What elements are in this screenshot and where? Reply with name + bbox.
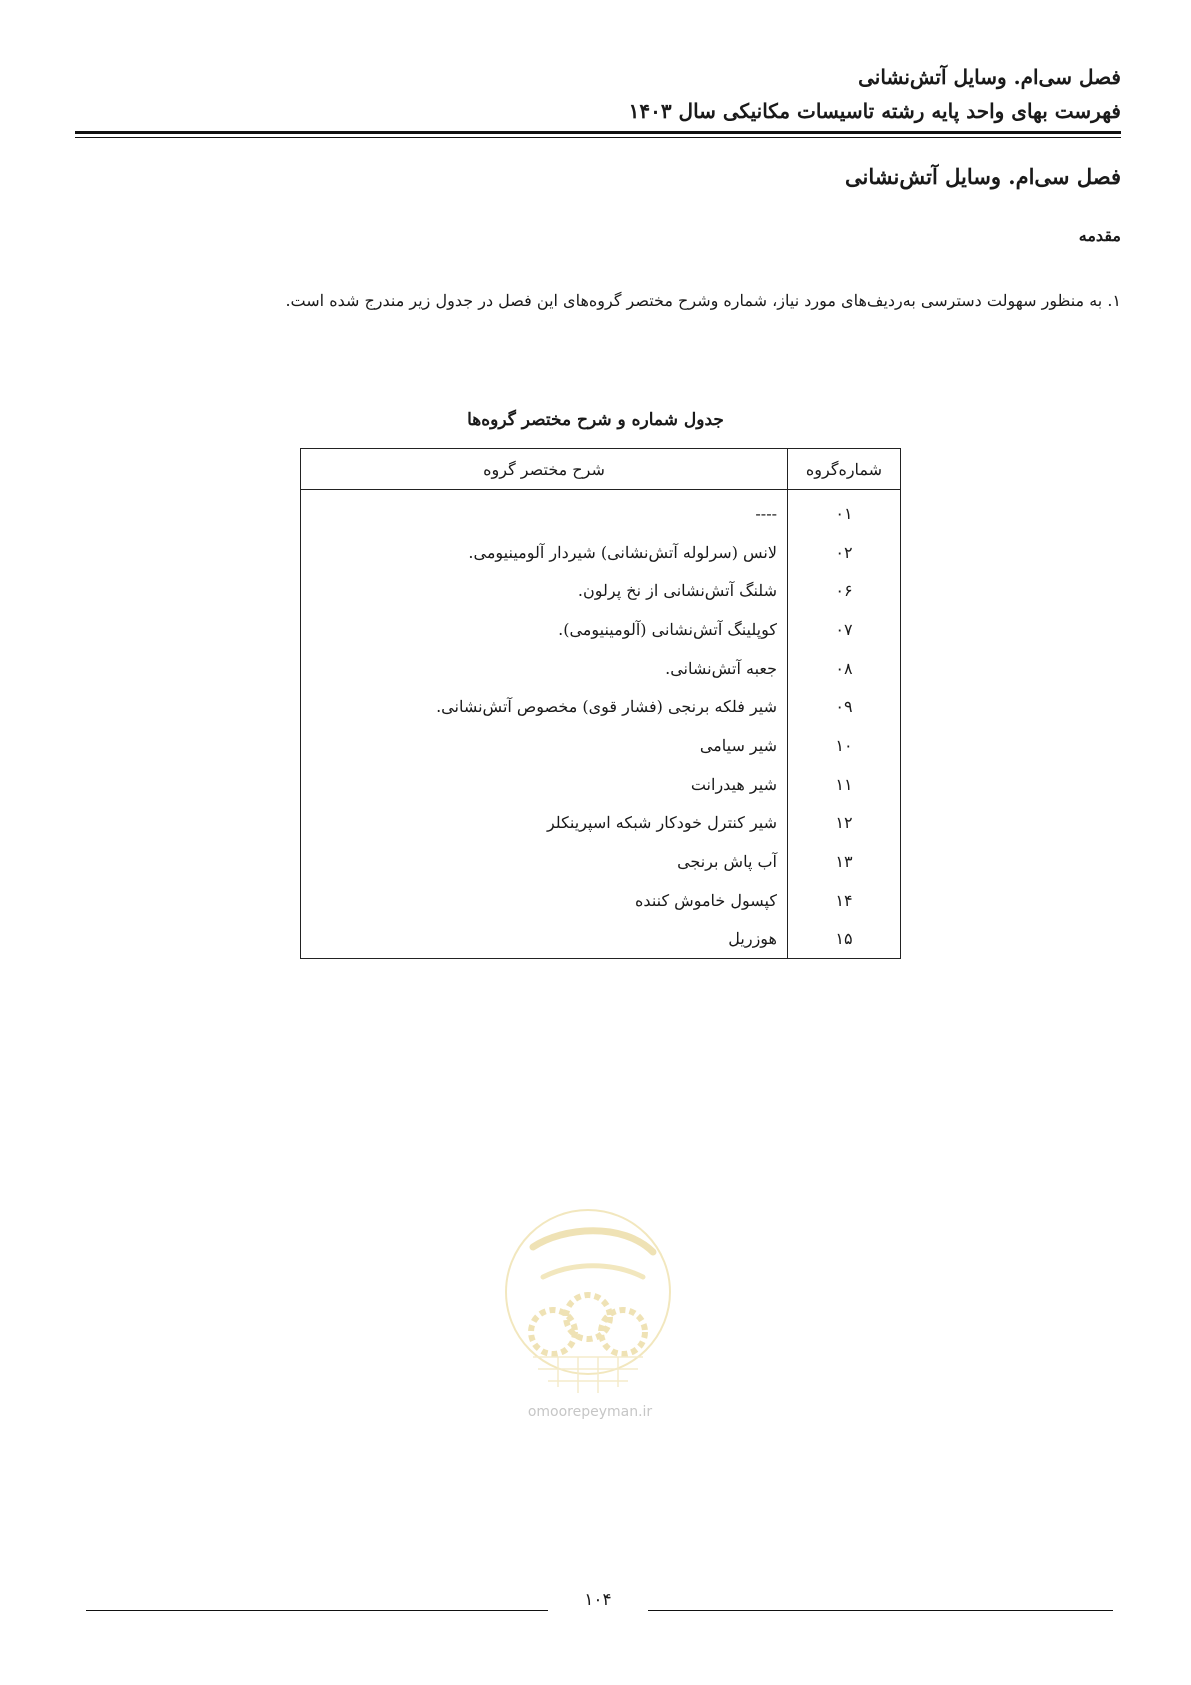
table-row — [301, 490, 901, 533]
table-row — [301, 765, 901, 804]
table-row — [301, 533, 901, 572]
group-number-cell: ۱۲ — [788, 804, 901, 843]
table-row — [301, 649, 901, 688]
group-description-cell: جعبه آتش‌نشانی. — [665, 658, 777, 678]
group-description-cell: کپسول خاموش کننده — [635, 890, 777, 910]
group-description-cell: هوزریل — [728, 929, 777, 949]
section-title: فصل سی‌ام. وسایل آتش‌نشانی — [845, 164, 1121, 189]
group-number-cell: ۰۸ — [788, 649, 901, 688]
table-row — [301, 804, 901, 843]
header-chapter-title: فصل سی‌ام. وسایل آتش‌نشانی — [858, 65, 1121, 89]
watermark-logo — [503, 1207, 673, 1422]
footer-rule-left — [86, 1610, 548, 1611]
table-row — [301, 881, 901, 920]
group-description-cell: شیر سیامی — [699, 735, 777, 755]
header-group-description: شرح مختصر گروه — [301, 449, 788, 490]
group-number-cell: ۰۱ — [788, 490, 901, 533]
group-number-cell: ۱۵ — [788, 920, 901, 959]
group-number-cell: ۰۹ — [788, 687, 901, 726]
page-header — [629, 60, 1121, 128]
group-number-cell: ۱۴ — [788, 881, 901, 920]
group-description-cell: شیر هیدرانت — [690, 774, 777, 794]
group-description-cell: شیر کنترل خودکار شبکه اسپرینکلر — [546, 813, 777, 833]
table-row — [301, 571, 901, 610]
groups-table — [300, 448, 901, 959]
page-number: ۱۰۴ — [584, 1590, 612, 1610]
table-caption: جدول شماره و شرح مختصر گروه‌ها — [467, 410, 724, 430]
group-number-cell: ۰۶ — [788, 571, 901, 610]
table-row — [301, 610, 901, 649]
group-number-cell: ۱۳ — [788, 842, 901, 881]
header-rule-thin — [75, 137, 1121, 138]
group-description-cell: شیر فلکه برنجی (فشار قوی) مخصوص آتش‌نشانی. — [436, 697, 777, 717]
header-group-number: شماره‌گروه — [788, 449, 901, 490]
group-number-cell: ۰۲ — [788, 533, 901, 572]
group-number-cell: ۱۱ — [788, 765, 901, 804]
group-number-cell: ۰۷ — [788, 610, 901, 649]
groups-table-container — [300, 448, 901, 959]
table-row — [301, 687, 901, 726]
footer-rule-right — [648, 1610, 1113, 1611]
group-description-cell: لانس (سرلوله آتش‌نشانی) شیردار آلومینیومی. — [468, 542, 777, 562]
table-row — [301, 842, 901, 881]
header-rule-thick — [75, 131, 1121, 134]
group-description-cell: ---- — [755, 503, 777, 523]
intro-heading: مقدمه — [1078, 226, 1121, 245]
group-number-cell: ۱۰ — [788, 726, 901, 765]
group-description-cell: آب پاش برنجی — [677, 852, 777, 872]
table-row — [301, 920, 901, 959]
group-description-cell: کوپلینگ آتش‌نشانی (آلومینیومی). — [558, 619, 777, 639]
table-header-row — [301, 449, 901, 490]
watermark-url: omoorepeyman.ir — [527, 1404, 653, 1420]
header-document-title: فهرست بهای واحد پایه رشته تاسیسات مکانیکی سال ۱۴۰۳ — [628, 99, 1121, 123]
table-row — [301, 726, 901, 765]
intro-paragraph: ۱. به منظور سهولت دسترسی به‌ردیف‌های مورد نیاز، شماره وشرح مختصر گروه‌های این فصل در جدول زیر مندرج شده است. — [285, 291, 1121, 310]
group-description-cell: شلنگ آتش‌نشانی از نخ پرلون. — [577, 581, 777, 601]
